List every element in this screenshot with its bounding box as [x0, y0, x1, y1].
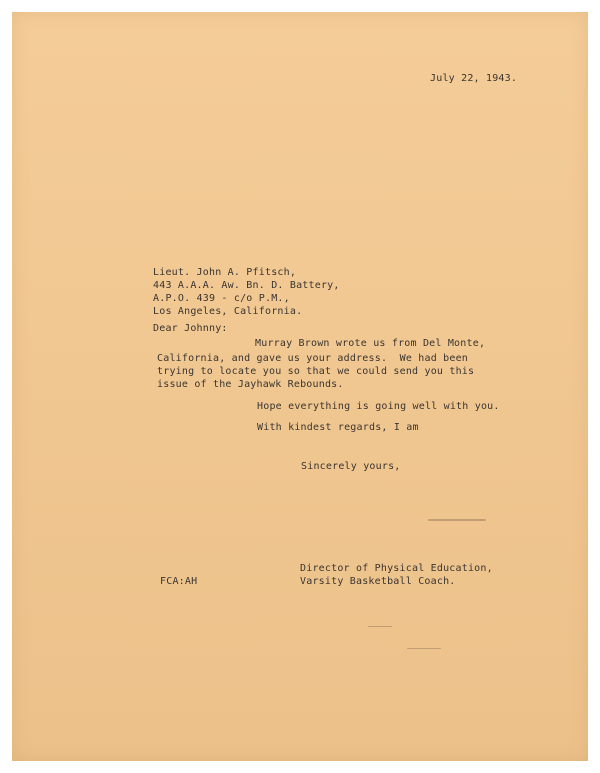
body-line: trying to locate you so that we could send you this — [157, 366, 475, 377]
recipient-line: Lieut. John A. Pfitsch, — [153, 267, 297, 278]
salutation: Dear Johnny: — [153, 323, 228, 334]
pen-stroke-mark — [368, 626, 392, 627]
signature-title-line: Director of Physical Education, — [300, 563, 493, 574]
signature-title-line: Varsity Basketball Coach. — [300, 576, 456, 587]
recipient-line: Los Angeles, California. — [153, 306, 303, 317]
body-line: With kindest regards, I am — [257, 422, 419, 433]
initials: FCA:AH — [160, 576, 198, 587]
pen-stroke-mark — [407, 648, 441, 649]
pen-stroke-mark — [428, 519, 486, 521]
body-line: California, and gave us your address. We had been — [157, 353, 469, 364]
letter-date: July 22, 1943. — [430, 73, 518, 84]
body-line: Murray Brown wrote us from Del Monte, — [255, 338, 486, 349]
letter-page — [12, 12, 588, 761]
body-line: issue of the Jayhawk Rebounds. — [157, 379, 344, 390]
recipient-line: 443 A.A.A. Aw. Bn. D. Battery, — [153, 280, 340, 291]
closing: Sincerely yours, — [301, 461, 401, 472]
recipient-line: A.P.O. 439 - c/o P.M., — [153, 293, 290, 304]
body-line: Hope everything is going well with you. — [257, 401, 500, 412]
